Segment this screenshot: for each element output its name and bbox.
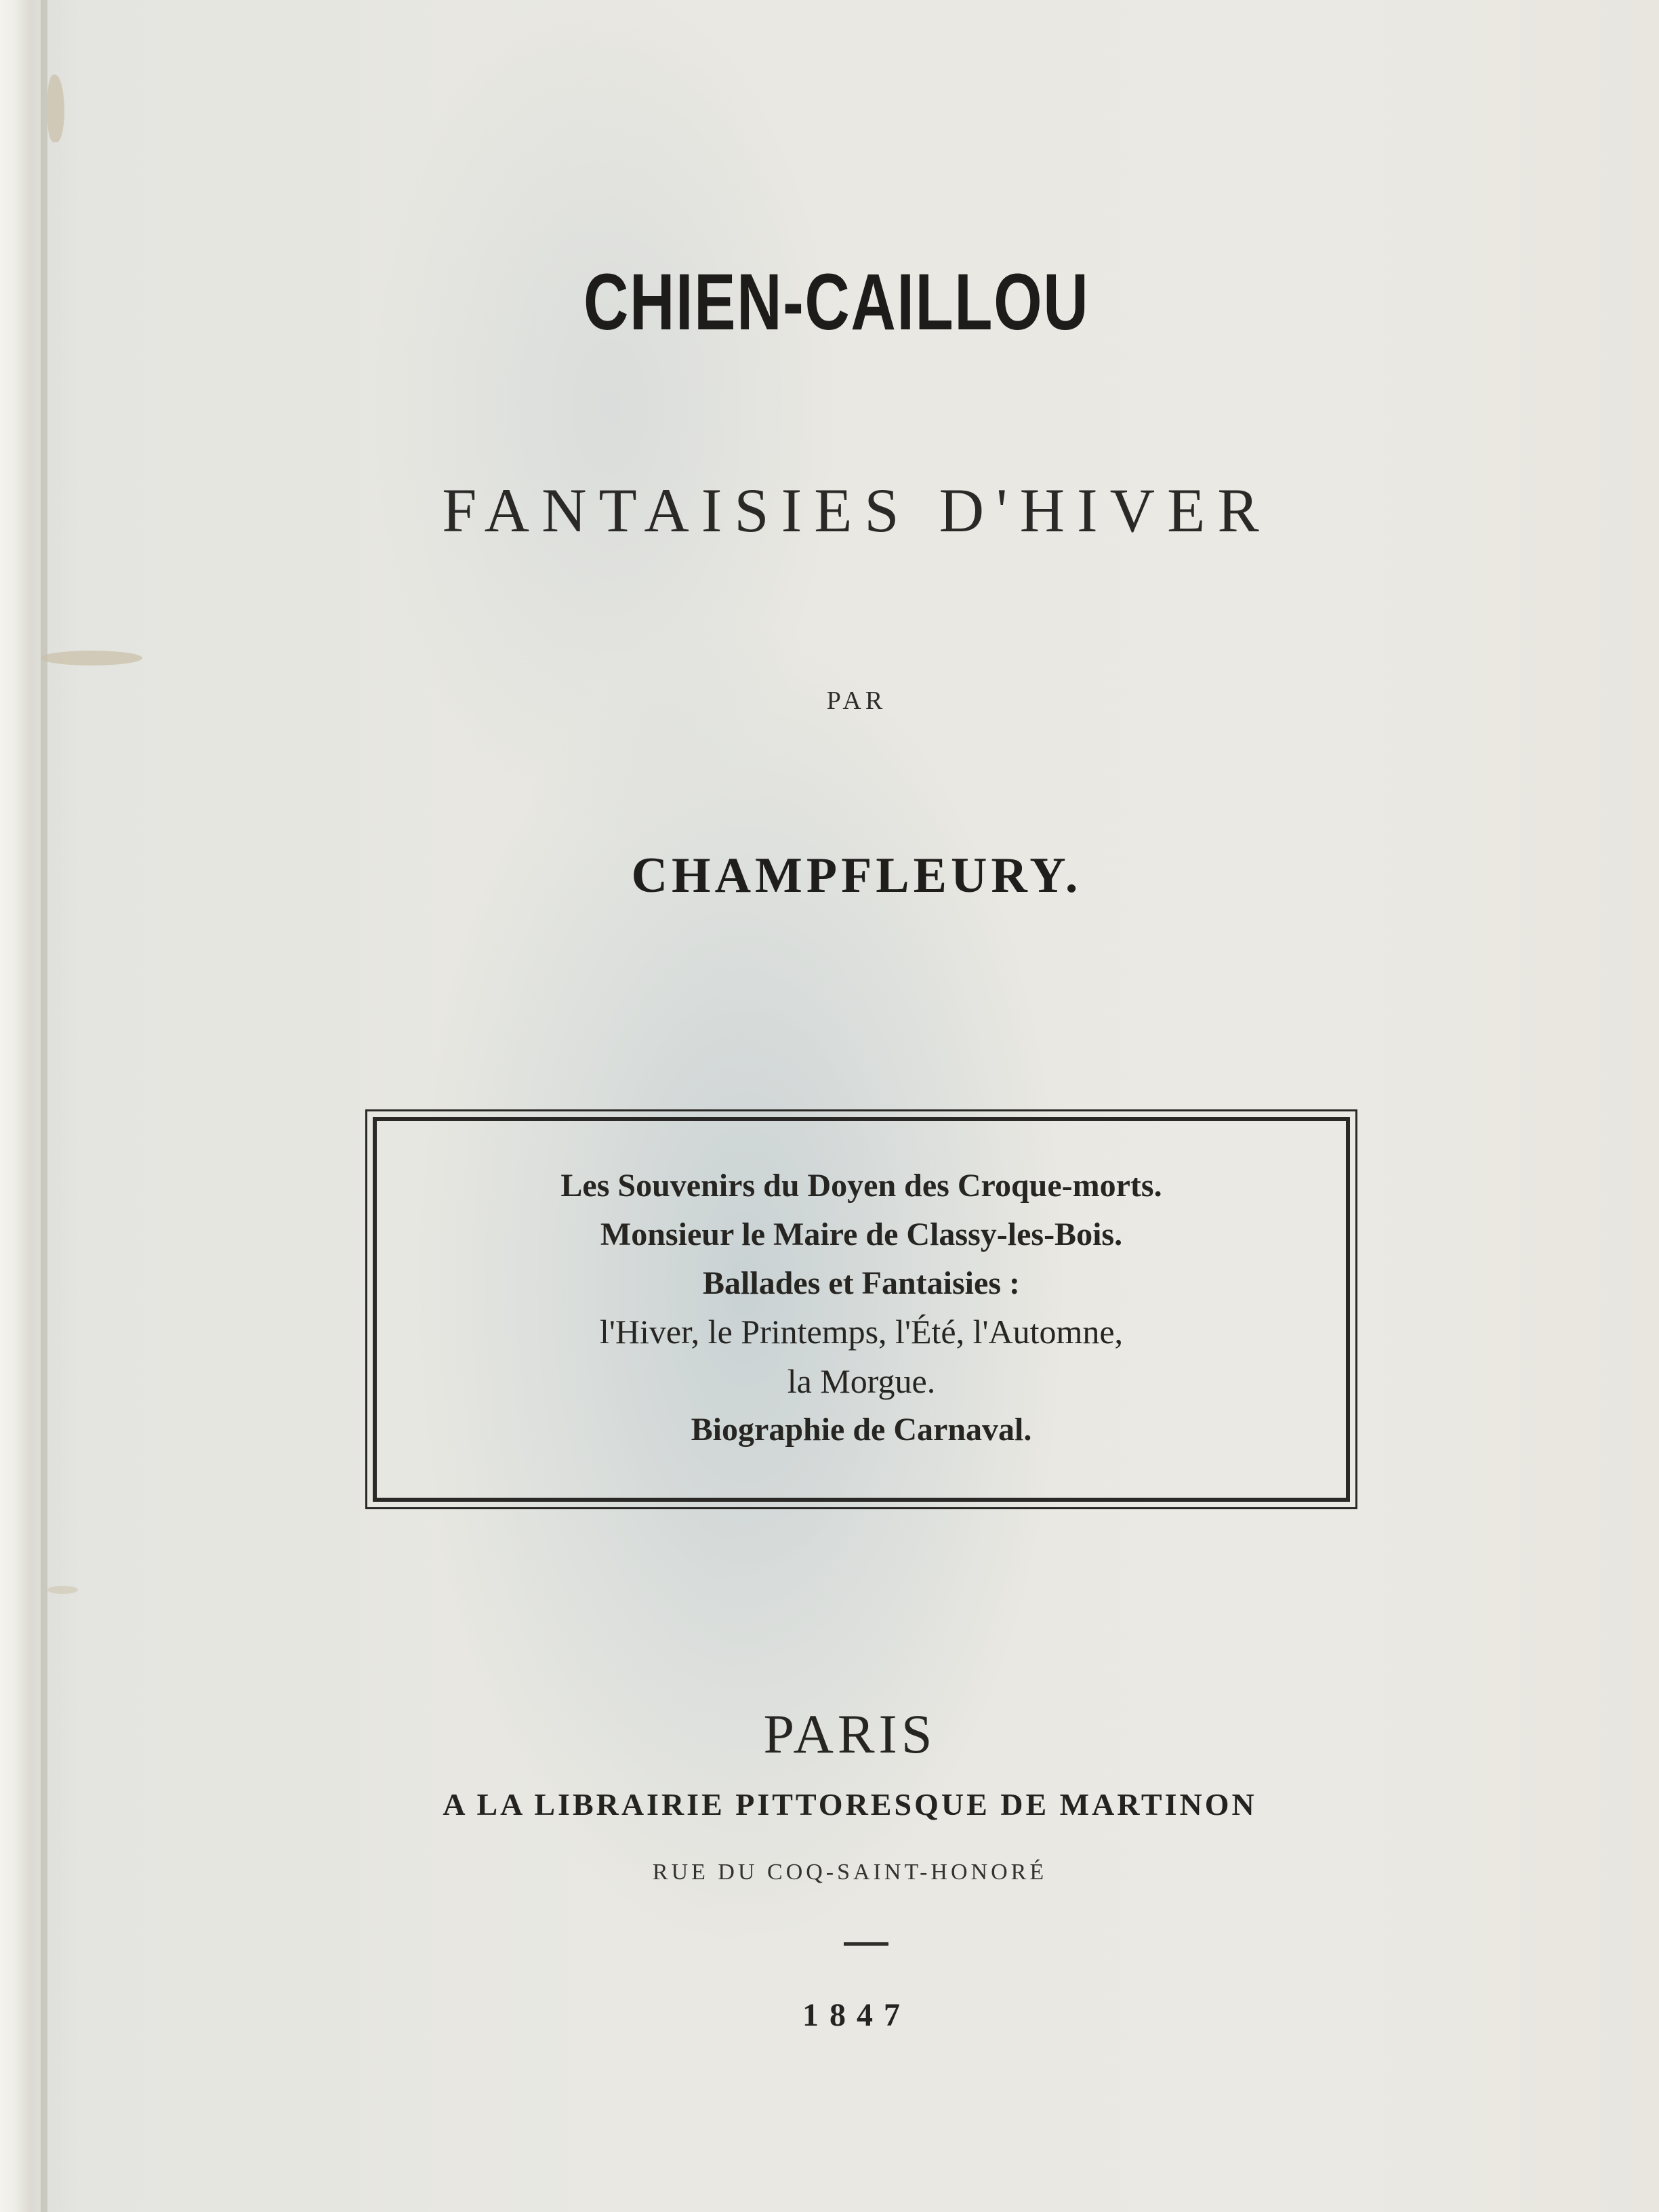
imprint-city: PARIS <box>763 1703 937 1765</box>
contents-item: l'Hiver, le Printemps, l'Été, l'Automne, <box>599 1313 1124 1351</box>
paper-damage-mark <box>47 75 64 142</box>
book-title: CHIEN-CAILLOU <box>583 258 1090 347</box>
imprint-address: RUE DU COQ-SAINT-HONORÉ <box>652 1860 1048 1885</box>
paper-damage-mark <box>47 1586 78 1594</box>
contents-box <box>373 1117 1350 1502</box>
imprint-year: 1847 <box>802 1997 911 2033</box>
contents-item: Biographie de Carnaval. <box>691 1412 1032 1448</box>
divider-rule <box>844 1942 888 1946</box>
contents-item: la Morgue. <box>787 1362 936 1400</box>
imprint-publisher: A LA LIBRAIRIE PITTORESQUE DE MARTINON <box>443 1787 1257 1822</box>
paper-damage-mark <box>41 651 142 665</box>
contents-item: Ballades et Fantaisies : <box>703 1265 1020 1301</box>
author-name: CHAMPFLEURY. <box>631 848 1082 903</box>
book-subtitle: FANTAISIES D'HIVER <box>442 476 1271 545</box>
by-line: PAR <box>826 687 887 715</box>
contents-item: Monsieur le Maire de Classy-les-Bois. <box>600 1216 1123 1252</box>
contents-item: Les Souvenirs du Doyen des Croque-morts. <box>560 1168 1162 1204</box>
